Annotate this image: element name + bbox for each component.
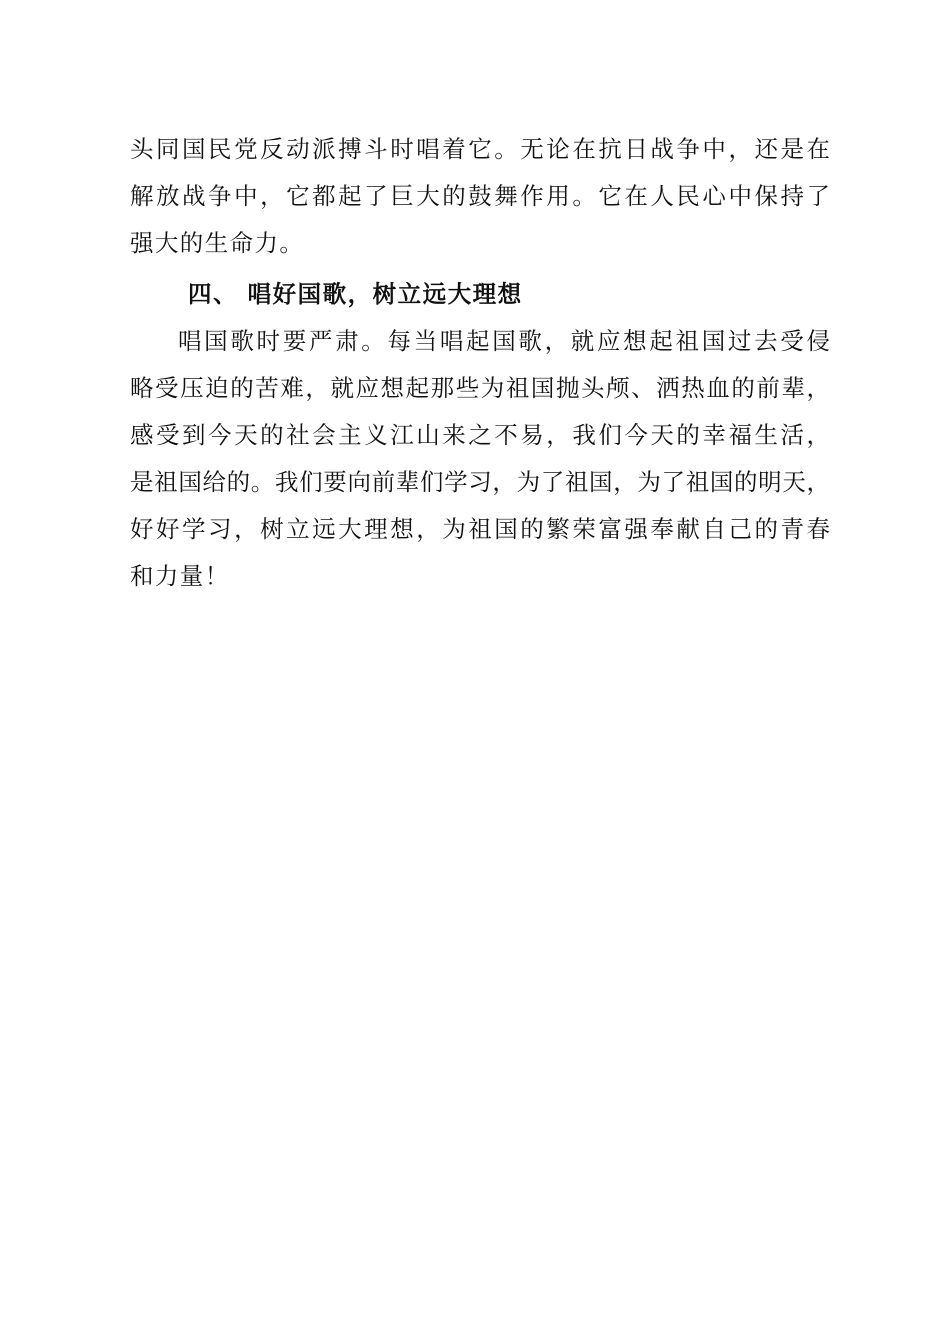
paragraph-continued [130, 126, 830, 267]
paragraph-line: 强大的生命力。 [130, 229, 305, 257]
paragraph-line: 好好学习，树立远大理想，为祖国的繁荣富强奉献自己的青春 [130, 515, 830, 543]
paragraph-line: 和力量！ [130, 562, 230, 590]
paragraph-line: 略受压迫的苦难，就应想起那些为祖国抛头颅、洒热血的前辈， [130, 374, 830, 402]
section-heading: 四、 唱好国歌，树立远大理想 [188, 280, 523, 308]
paragraph-line: 是祖国给的。我们要向前辈们学习，为了祖国，为了祖国的明天， [130, 468, 830, 496]
paragraph-line: 头同国民党反动派搏斗时唱着它。无论在抗日战争中，还是在 [130, 135, 830, 163]
paragraph-line: 唱国歌时要严肃。每当唱起国歌，就应想起祖国过去受侵 [178, 327, 830, 355]
document-body [130, 126, 830, 600]
paragraph-body [130, 318, 830, 600]
paragraph-line: 感受到今天的社会主义江山来之不易，我们今天的幸福生活， [130, 421, 830, 449]
paragraph-line: 解放战争中，它都起了巨大的鼓舞作用。它在人民心中保持了 [130, 182, 830, 210]
